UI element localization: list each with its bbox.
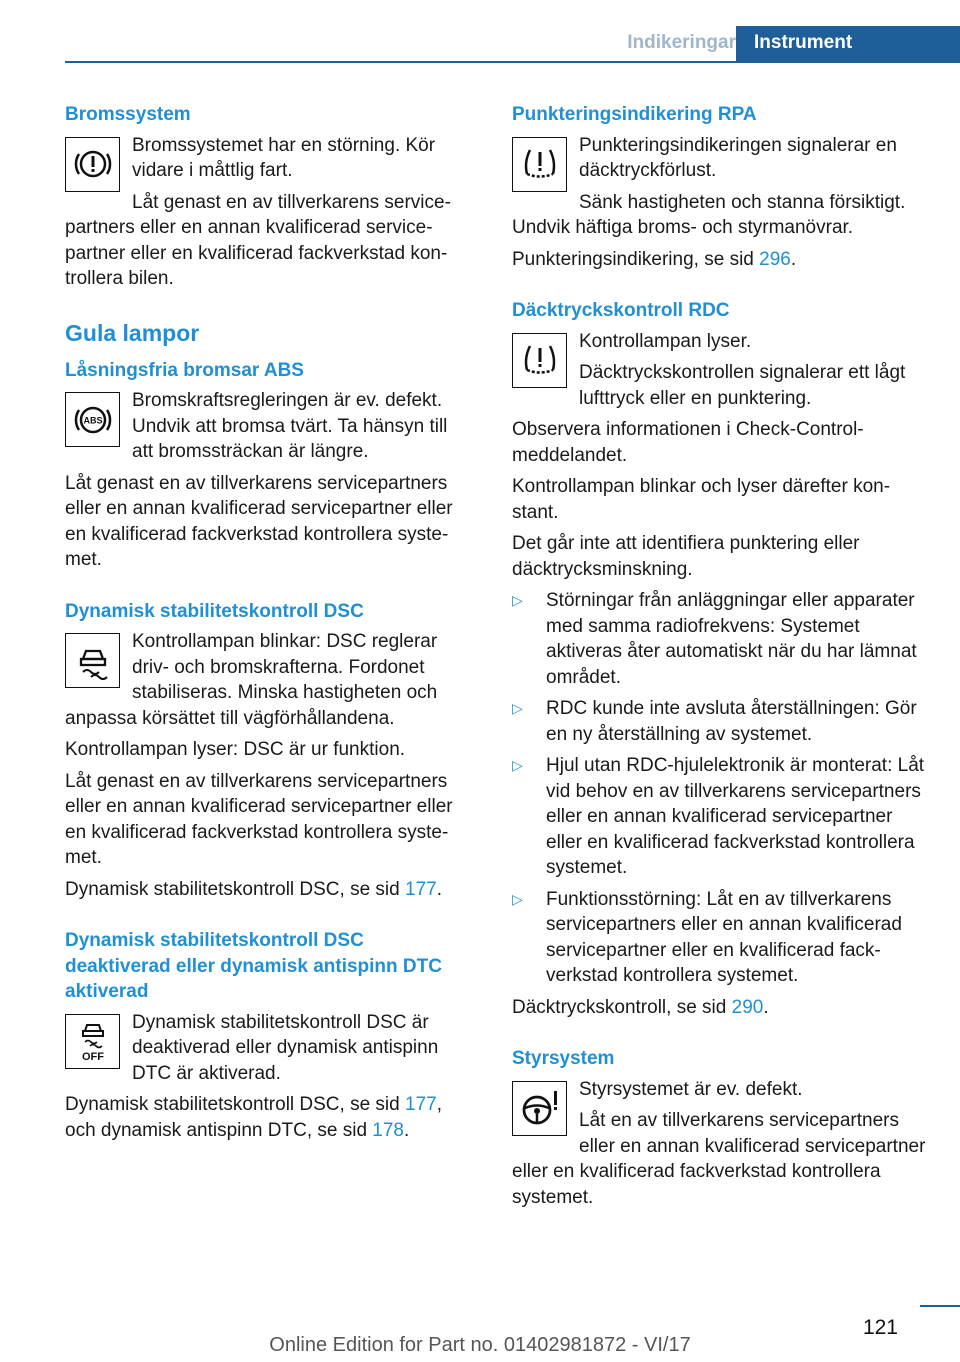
paragraph: Observera informationen i Check-Control-meddelandet. [512, 419, 864, 466]
tire-pressure-warning-icon [512, 137, 567, 192]
ref-end: . [763, 996, 769, 1018]
paragraph: Det går inte att identifiera punktering eller däcktrycksminskning. [512, 533, 860, 580]
dsc-off-icon [65, 1014, 120, 1069]
brake-warning-icon [65, 137, 120, 192]
header-tab-instrument[interactable]: Instrument [736, 26, 960, 62]
header-tab-indikeringar[interactable]: Indikeringar [627, 32, 736, 53]
section-rpa [512, 102, 926, 272]
paragraph: Kontrollampan blinkar: DSC reglerar driv- och bromskrafterna. Fordonet stabiliseras. Minska hastigheten och anpassa körsättet till vägförhållandena. [65, 631, 438, 729]
triangle-bullet-icon: ▷ [512, 700, 523, 716]
list-item-text: Störningar från anläggningar eller apparater med samma radiofrekvens: Systemet aktiveras åter automatiskt när du har lämnat området. [546, 590, 917, 688]
section-brake [65, 102, 469, 292]
paragraph: Punkteringsindikeringen signalerar en däcktryckförlust. [579, 134, 897, 181]
triangle-bullet-icon: ▷ [512, 592, 523, 608]
section-steering [512, 1046, 926, 1210]
paragraph: Bromskraftsregleringen är ev. defekt. Undvik att bromsa tvärt. Ta hänsyn till att bromssträckan är längre. [132, 390, 448, 462]
list-item-text: Funktionsstörning: Låt en av tillverkarens servicepartners eller en annan kvalificerad servicepartner eller en kvalificerad fackverkstad kontrollera systemet. [546, 888, 902, 986]
page-link-290[interactable]: 290 [731, 996, 764, 1018]
section-title: Styrsystem [512, 1048, 615, 1069]
paragraph: Låt genast en av tillverkarens servicepartners eller en annan kvalificerad servicepartner eller en kvalificerad fackverkstad kontrollera systemet. [65, 472, 453, 570]
ref-text: Däcktryckskontroll, se sid [512, 996, 732, 1018]
tire-pressure-warning-icon [512, 333, 567, 388]
heading-yellow-lamps: Gula lampor [65, 319, 200, 346]
paragraph: Däcktryckskontrollen signalerar ett lågt lufttryck eller en punktering. [579, 362, 906, 409]
triangle-bullet-icon: ▷ [512, 757, 523, 773]
cross-reference [512, 247, 926, 273]
cross-reference [65, 877, 469, 903]
paragraph: Låt en av tillverkarens servicepartners eller en annan kvalificerad servicepartner eller en kvalificerad fackverkstad kontrollera systemet. [512, 1110, 926, 1208]
section-title: Dynamisk stabilitetskontroll DSC [65, 600, 364, 622]
paragraph: Bromssystemet har en störning. Kör vidare i måttlig fart. [132, 134, 436, 181]
page-link-178[interactable]: 178 [372, 1119, 404, 1141]
page-link-177[interactable]: 177 [405, 878, 437, 900]
ref-text: , och dynamisk antispinn DTC, se sid [65, 1094, 442, 1141]
page-link-177[interactable]: 177 [405, 1094, 437, 1115]
section-dsc-off [65, 928, 469, 1143]
section-title: Däcktryckskontroll RDC [512, 300, 730, 321]
cross-reference [65, 1092, 469, 1143]
paragraph: Kontrollampan lyser. [579, 330, 752, 352]
section-rdc [512, 298, 926, 1020]
page-number: 121 [862, 1316, 898, 1339]
paragraph: Låt genast en av tillverkarens servicepartners eller en annan kvalificerad servicepartner eller en kvalificerad fackverkstad kontrollera systemet. [65, 770, 453, 868]
footer-rule [920, 1305, 960, 1307]
page-link-296[interactable]: 296 [759, 248, 791, 270]
section-title: Punkteringsindikering RPA [512, 104, 757, 125]
list-item [512, 696, 926, 747]
section-title: Dynamisk stabilitetskontroll DSC deaktiverad eller dynamisk antispinn DTC aktiverad [65, 930, 442, 1002]
ref-text: Dynamisk stabilitetskontroll DSC, se sid [65, 1094, 405, 1115]
bullet-list [512, 588, 926, 989]
list-item [512, 887, 926, 989]
ref-end: . [404, 1119, 410, 1141]
icon-off-label: OFF [81, 1051, 104, 1063]
ref-end: . [790, 248, 797, 270]
right-column [512, 102, 926, 1236]
paragraph: Sänk hastigheten och stanna försiktigt. Undvik häftiga broms- och styrmanövrar. [512, 191, 906, 238]
paragraph: Dynamisk stabilitetskontroll DSC är deaktiverad eller dynamisk antispinn DTC är aktiverad. [132, 1011, 439, 1084]
triangle-bullet-icon: ▷ [512, 890, 523, 907]
svg-text:ABS: ABS [82, 415, 103, 425]
abs-icon [65, 392, 120, 447]
section-abs [65, 358, 469, 573]
section-title: Låsningsfria bromsar ABS [65, 359, 304, 381]
paragraph: Styrsystemet är ev. defekt. [579, 1078, 803, 1100]
list-item-text: RDC kunde inte avsluta återställningen: Gör en ny återställning av systemet. [546, 698, 917, 745]
paragraph: Kontrollampan lyser: DSC är ur funktion. [65, 739, 406, 760]
section-dsc [65, 599, 469, 903]
section-title: Bromssystem [65, 104, 191, 125]
steering-warning-icon [512, 1081, 567, 1136]
list-item [512, 753, 926, 881]
ref-text: Dynamisk stabilitetskontroll DSC, se sid [65, 878, 405, 900]
ref-text: Punkteringsindikering, se sid [512, 248, 760, 270]
paragraph: Låt genast en av tillverkarens servicepartners eller en annan kvalificerad servicepartner eller en kvalificerad fackverkstad kontrollera bilen. [65, 191, 451, 289]
cross-reference [512, 995, 926, 1021]
header-rule [65, 61, 960, 63]
list-item-text: Hjul utan RDC-hjulelektronik är monterat: Låt vid behov en av tillverkarens servicepartners eller en annan kvalificerad servicepartner eller en kvalificerad fackverkstad kontrollera systemet. [546, 755, 925, 878]
footer-edition: Online Edition for Part no. 01402981872 - VI/17 [269, 1334, 691, 1356]
list-item [512, 588, 926, 690]
left-column [65, 102, 469, 1169]
paragraph: Kontrollampan blinkar och lyser därefter konstant. [512, 476, 891, 523]
dsc-icon [65, 633, 120, 688]
ref-end: . [436, 878, 442, 900]
